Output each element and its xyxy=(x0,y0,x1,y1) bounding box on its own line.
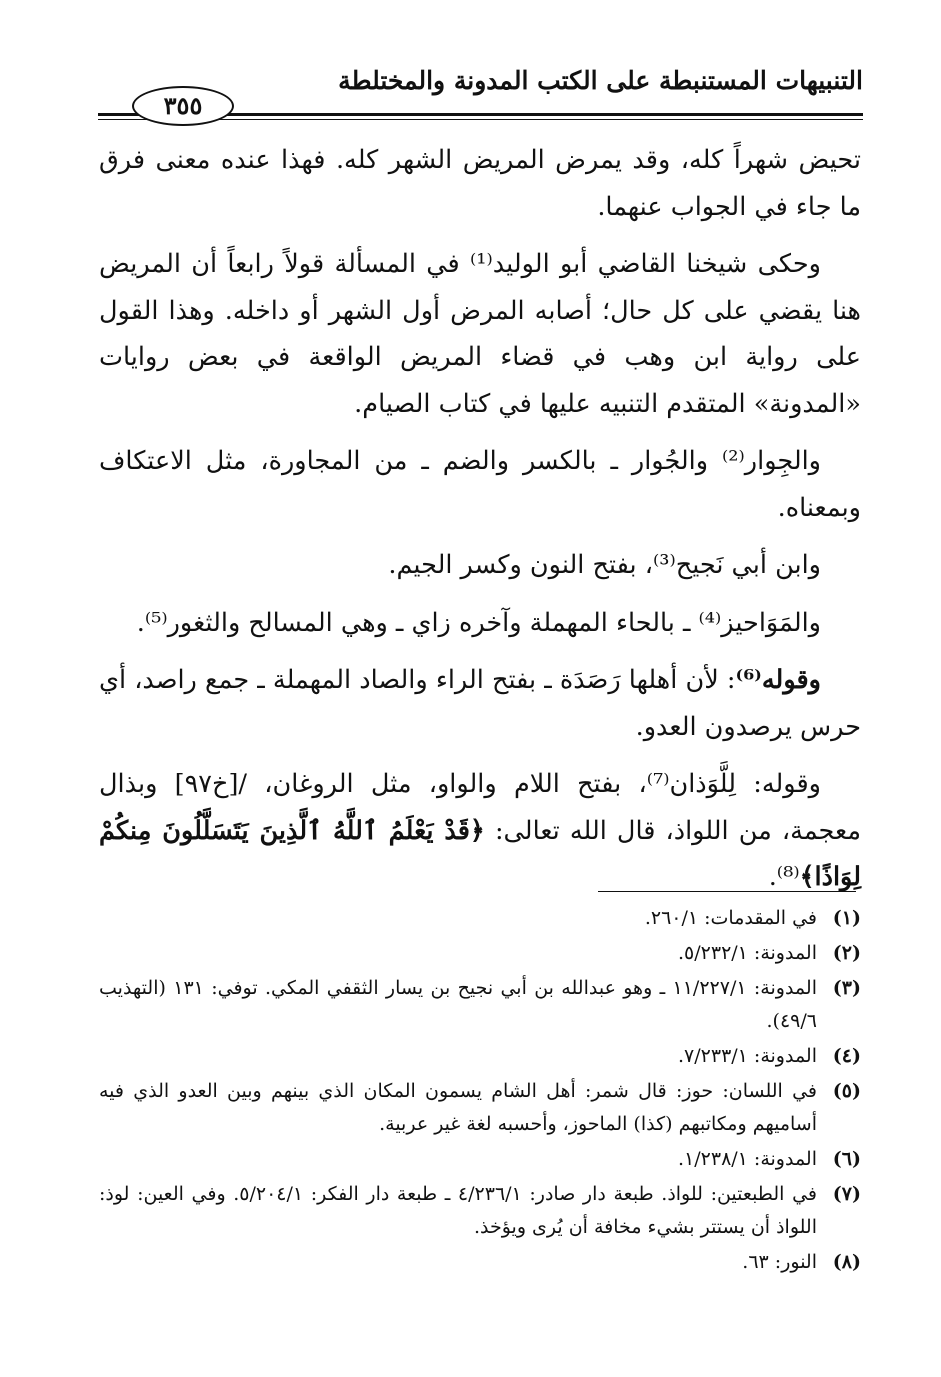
footnote xyxy=(99,1178,861,1244)
paragraph xyxy=(99,542,861,589)
footnote xyxy=(99,937,861,970)
paragraph xyxy=(99,600,861,647)
footnote-text: المدونة: ٧/٢٣٣/١. xyxy=(678,1045,817,1067)
paragraph-text: وقوله: لِلَّوَذان⁽⁷⁾، بفتح اللام والواو، مثل الروغان، /[خ٩٧] وبذال معجمة، من اللواذ، قال الله تعالى: xyxy=(99,769,861,846)
footnote xyxy=(99,972,861,1038)
footnote-text: المدونة: ٥/٢٣٢/١. xyxy=(678,942,817,964)
footnote-number: (٣) xyxy=(832,977,861,999)
footnotes xyxy=(99,902,861,1281)
paragraph xyxy=(99,438,861,531)
main-text xyxy=(99,137,861,912)
paragraph xyxy=(99,761,861,901)
footnote-separator xyxy=(598,891,856,892)
footnote-number: (٨) xyxy=(832,1251,861,1273)
footnote-number: (٦) xyxy=(832,1148,861,1170)
paragraph-text: وحكى شيخنا القاضي أبو الوليد⁽¹⁾ في المسألة قولاً رابعاً أن المريض هنا يقضي على كل حال؛ أصابه المرض أول الشهر أو داخله. وهذا القول على رواية ابن وهب في قضاء المريض الواقعة في بعض روايات «المدونة» المتقدم التنبيه عليها في كتاب الصيام. xyxy=(99,249,861,419)
footnote-text: في الطبعتين: للواذ. طبعة دار صادر: ٤/٢٣٦/١ ـ طبعة دار الفكر: ٥/٢٠٤/١. وفي العين: لوذ: اللواذ أن يستتر بشيء مخافة أن يُرى ويؤخذ. xyxy=(99,1183,817,1238)
footnote-number: (٤) xyxy=(832,1045,861,1067)
footnote-text: في المقدمات: ٢٦٠/١. xyxy=(644,907,817,929)
paragraph xyxy=(99,137,861,230)
paragraph-text: والمَوَاحيز⁽⁴⁾ ـ بالحاء المهملة وآخره زاي ـ وهي المسالح والثغور⁽⁵⁾. xyxy=(136,607,821,638)
footnote-number: (٧) xyxy=(832,1183,861,1205)
paragraph xyxy=(99,241,861,427)
footnote xyxy=(99,1040,861,1073)
footnote-text: النور: ٦٣. xyxy=(742,1251,817,1273)
page-number: ٣٥٥ xyxy=(132,86,234,126)
footnote-number: (٥) xyxy=(832,1080,861,1102)
footnote xyxy=(99,1143,861,1176)
footnote-text: المدونة: ١/٢٣٨/١. xyxy=(678,1148,817,1170)
footnote xyxy=(99,1075,861,1141)
footnote-text: في اللسان: حوز: قال شمر: أهل الشام يسمون المكان الذي بينهم وبين العدو الذي فيه أساميهم ومكاتبهم (كذا) الماحوز، وأحسبه لغة غير عربية. xyxy=(99,1080,817,1135)
paragraph-text: والجِوار⁽²⁾ والجُوار ـ بالكسر والضم ـ من المجاورة، مثل الاعتكاف وبمعناه. xyxy=(99,446,861,523)
running-title: التنبيهات المستنبطة على الكتب المدونة والمختلطة xyxy=(338,66,863,95)
quran-quote: ﴿قَدْ يَعْلَمُ ٱللَّهُ ٱلَّذِينَ يَتَسَلَّلُونَ مِنكُمْ لِوَاذًا﴾ xyxy=(99,815,861,892)
paragraph-text: : لأن أهلها رَصَدَة ـ بفتح الراء والصاد المهملة ـ جمع راصد، أي حرس يرصدون العدو. xyxy=(99,665,861,742)
paragraph-text: وابن أبي نَجيح⁽³⁾، بفتح النون وكسر الجيم. xyxy=(388,550,821,580)
footnote-number: (١) xyxy=(832,907,861,929)
paragraph-text: تحيض شهراً كله، وقد يمرض المريض الشهر كله. فهذا عنده معنى فرق ما جاء في الجواب عنهما. xyxy=(99,145,861,222)
paragraph-lead: وقوله⁽⁶⁾ xyxy=(735,665,821,695)
paragraph-text: ⁽⁸⁾. xyxy=(768,862,800,892)
footnote xyxy=(99,902,861,935)
footnote-text: المدونة: ١١/٢٢٧/١ ـ وهو عبدالله بن أبي نجيح بن يسار الثقفي المكي. توفي: ١٣١ (التهذيب ٤٩/٦). xyxy=(99,977,817,1032)
paragraph xyxy=(99,657,861,750)
footnote xyxy=(99,1246,861,1279)
footnote-number: (٢) xyxy=(832,942,861,964)
